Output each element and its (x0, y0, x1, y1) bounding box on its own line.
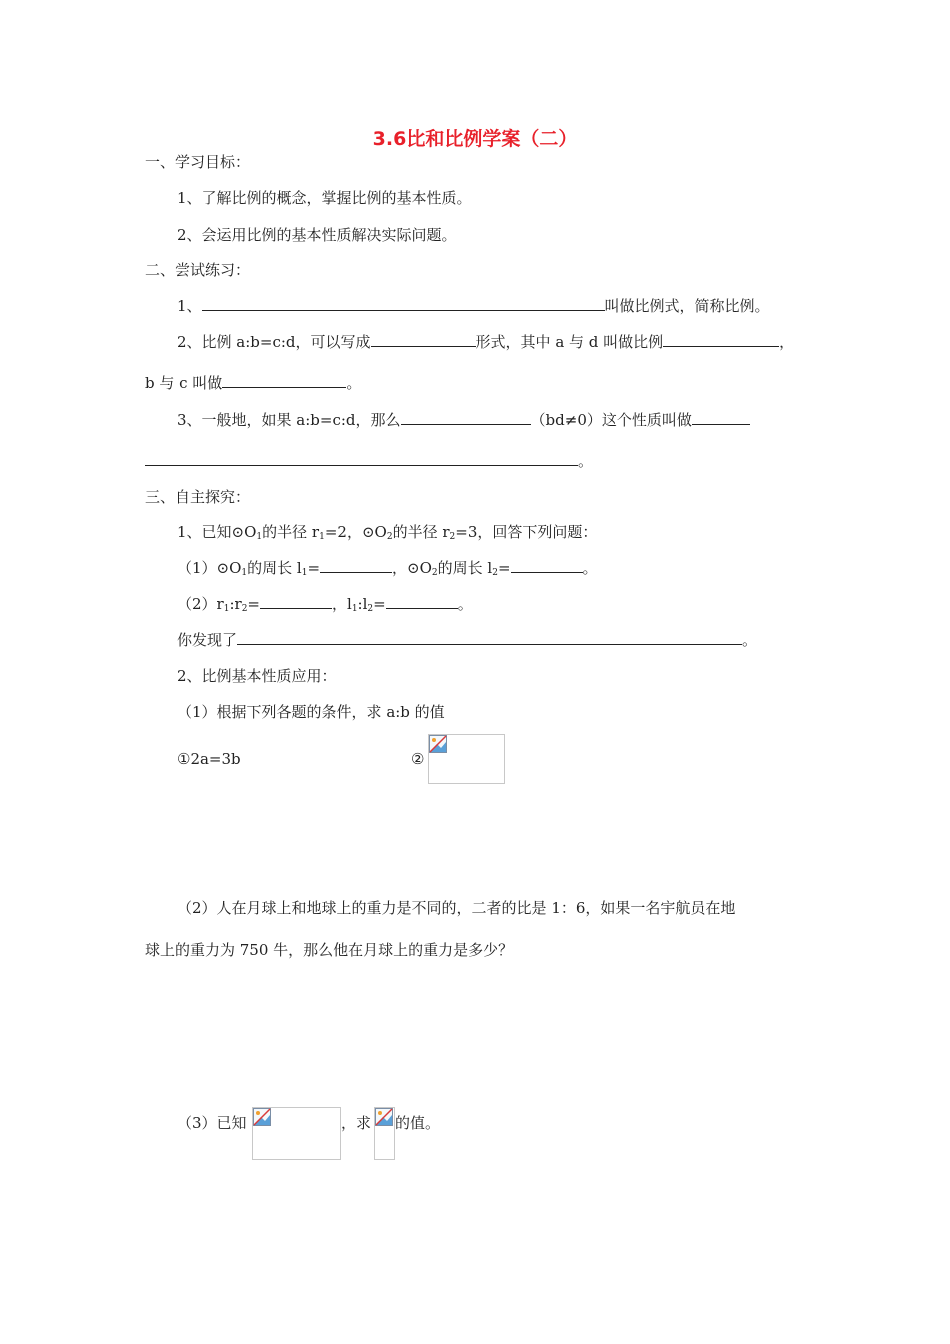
condition-2: ② (411, 750, 425, 768)
answer-blank[interactable] (371, 332, 476, 347)
answer-blank[interactable] (202, 296, 605, 311)
problem-2-part-3-b: ，求 (341, 1114, 372, 1132)
broken-image-icon (375, 1108, 393, 1126)
text: = (307, 559, 321, 577)
subscript: 2 (367, 604, 374, 614)
exercise-2-text-d: b 与 c 叫做 (145, 374, 223, 392)
condition-1: ①2a=3b (177, 750, 241, 768)
problem-2-part-3-c: 的值。 (395, 1114, 441, 1132)
problem-1-part-2 (177, 594, 473, 614)
answer-blank[interactable] (320, 558, 392, 573)
problem-1 (177, 522, 597, 542)
text: ，⊙O (392, 559, 432, 577)
problem-2-part-2-continued: 球上的重力为 750 牛，那么他在月球上的重力是多少？ (145, 941, 514, 959)
subscript: 1 (351, 604, 358, 614)
page-title: 3.6比和比例学案（二） (372, 128, 578, 150)
subscript: 2 (241, 604, 248, 614)
answer-blank[interactable] (511, 558, 583, 573)
problem-2-part-2: （2）人在月球上和地球上的重力是不同的，二者的比是 1：6，如果一名宇航员在地 (177, 899, 736, 917)
section-3-heading: 三、自主探究： (145, 488, 251, 506)
exercise-1 (177, 296, 770, 316)
answer-blank[interactable] (663, 332, 779, 347)
exercise-3-text-a: 3、一般地，如果 a:b=c:d，那么 (177, 411, 401, 429)
text: :l (357, 595, 368, 613)
text: 的周长 l (247, 559, 302, 577)
problem-1-part-1 (177, 558, 598, 578)
objective-2: 2、会运用比例的基本性质解决实际问题。 (177, 226, 457, 244)
exercise-2-text-e: 。 (346, 374, 362, 392)
text: 的半径 r (392, 523, 450, 541)
text: :r (229, 595, 242, 613)
text: 。 (457, 595, 473, 613)
text: （1）⊙O (177, 559, 242, 577)
text: 的半径 r (262, 523, 320, 541)
discovery-end: 。 (742, 631, 758, 649)
answer-blank[interactable] (401, 410, 531, 425)
broken-image-icon (253, 1108, 271, 1126)
text: =2，⊙O (324, 523, 387, 541)
subscript: 1 (301, 568, 308, 578)
problem-1-discovery (177, 630, 757, 650)
subscript: 1 (223, 604, 230, 614)
text: = (497, 559, 511, 577)
text: 的周长 l (437, 559, 493, 577)
formula-image (374, 1107, 395, 1160)
section-1-heading: 一、学习目标： (145, 153, 251, 171)
answer-blank[interactable] (237, 630, 742, 645)
text: ，l (332, 595, 352, 613)
section-2-heading: 二、尝试练习： (145, 261, 251, 279)
answer-blank[interactable] (260, 594, 332, 609)
exercise-3-end: 。 (578, 452, 594, 470)
subscript: 2 (449, 532, 456, 542)
subscript: 1 (256, 532, 263, 542)
exercise-2 (177, 332, 794, 352)
formula-image (252, 1107, 341, 1160)
exercise-3-text-b: （bd≠0）这个性质叫做 (530, 411, 692, 429)
exercise-3 (177, 410, 750, 430)
subscript: 2 (492, 568, 498, 578)
text: （2）r (177, 595, 224, 613)
exercise-2-text-c: ， (779, 333, 795, 351)
text: 。 (582, 559, 598, 577)
exercise-2-continued (145, 373, 361, 393)
answer-blank[interactable] (145, 451, 578, 466)
exercise-2-text-a: 2、比例 a:b=c:d，可以写成 (177, 333, 371, 351)
subscript: 1 (241, 568, 248, 578)
exercise-1-number: 1、 (177, 297, 202, 315)
problem-2-heading: 2、比例基本性质应用： (177, 667, 337, 685)
answer-blank[interactable] (692, 410, 750, 425)
answer-blank[interactable] (222, 373, 346, 388)
text: = (247, 595, 260, 613)
subscript: 2 (431, 568, 438, 578)
broken-image-icon (429, 735, 447, 753)
text: =3，回答下列问题： (455, 523, 598, 541)
objective-1: 1、了解比例的概念，掌握比例的基本性质。 (177, 189, 472, 207)
answer-blank[interactable] (386, 594, 458, 609)
problem-2-part-1: （1）根据下列各题的条件，求 a:b 的值 (177, 703, 445, 721)
discovery-label: 你发现了 (177, 631, 238, 649)
subscript: 2 (386, 532, 393, 542)
text: = (373, 595, 386, 613)
exercise-1-text: 叫做比例式，简称比例。 (604, 297, 770, 315)
text: 1、已知⊙O (177, 523, 257, 541)
formula-image (428, 734, 505, 784)
exercise-3-continued (145, 451, 593, 471)
problem-2-part-3-a: （3）已知 (177, 1114, 247, 1132)
exercise-2-text-b: 形式，其中 a 与 d 叫做比例 (475, 333, 664, 351)
subscript: 1 (319, 532, 325, 542)
